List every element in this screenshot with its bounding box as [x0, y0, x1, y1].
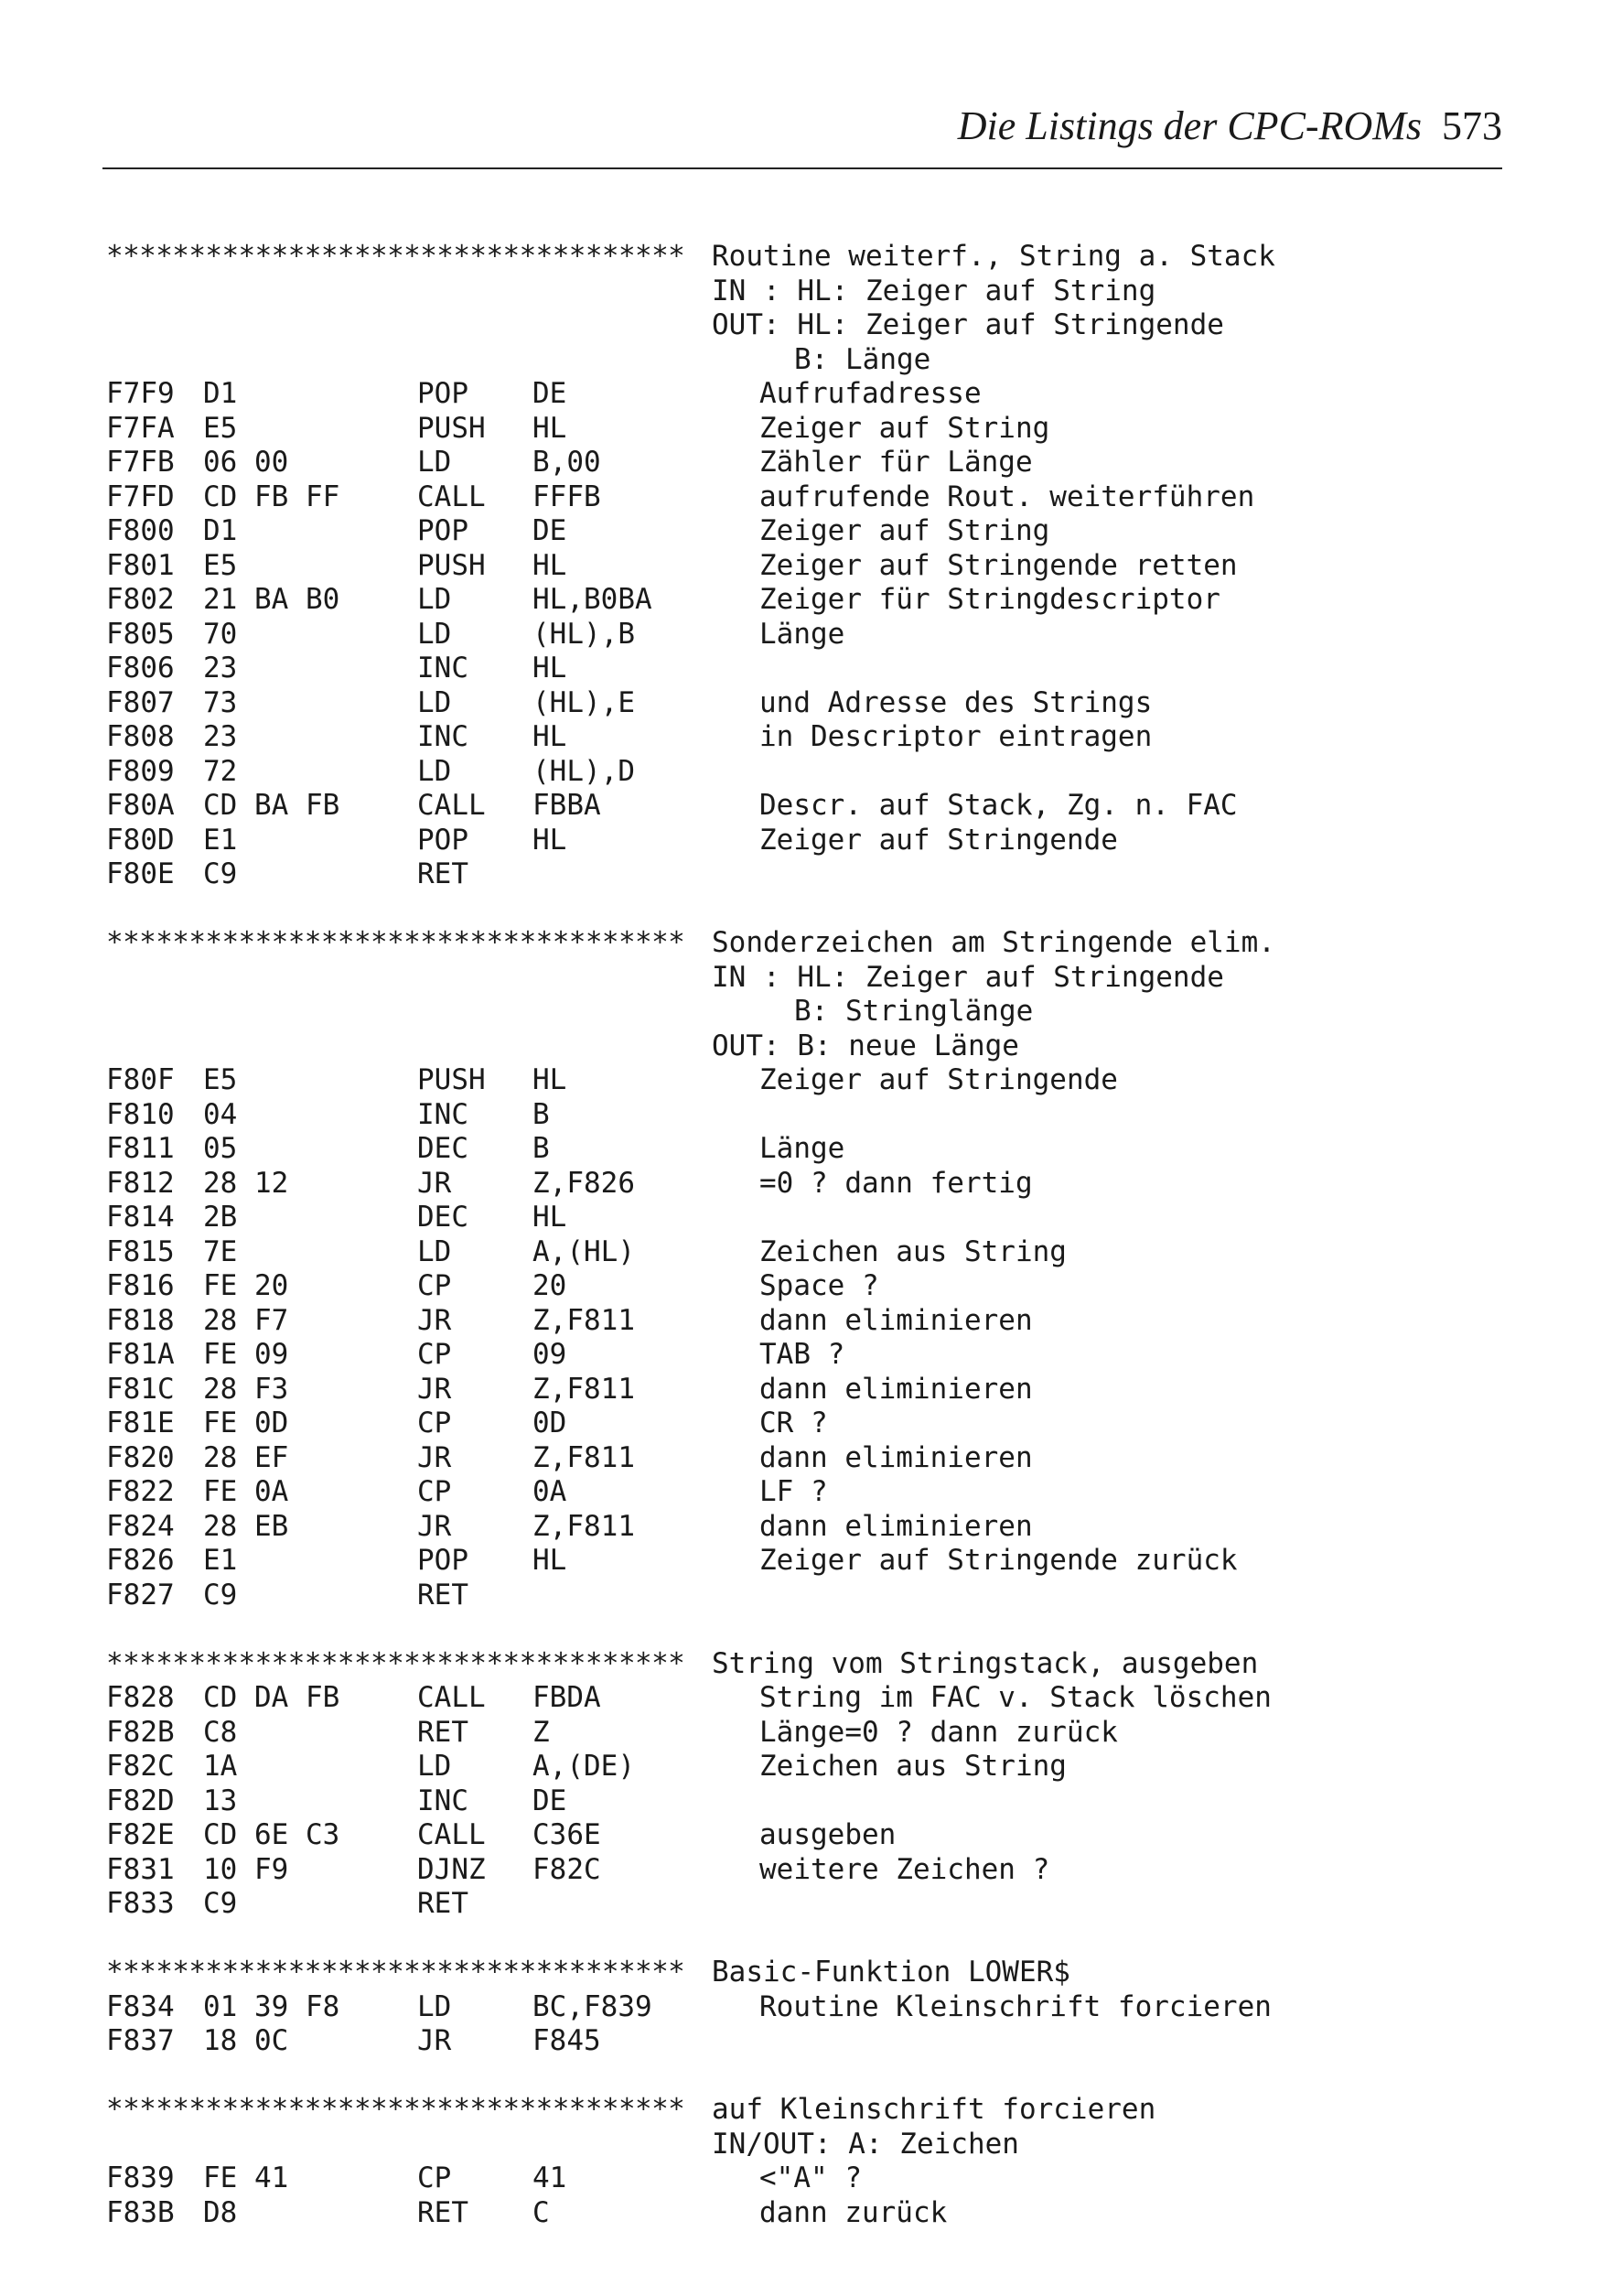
- io-description: OUT: B: neue Länge: [712, 1029, 1019, 1062]
- hex-bytes: 72: [203, 754, 238, 788]
- header-rule: [102, 167, 1502, 169]
- address: F82D: [106, 1784, 175, 1817]
- hex-bytes: C9: [203, 1578, 238, 1612]
- hex-bytes: FE 20: [203, 1269, 289, 1302]
- mnemonic: DEC: [417, 1132, 468, 1165]
- comment: Länge: [759, 617, 845, 651]
- comment: String im FAC v. Stack löschen: [759, 1681, 1272, 1714]
- address: F807: [106, 685, 175, 719]
- comment: Zeiger auf String: [759, 411, 1050, 445]
- operand: FBDA: [532, 1681, 601, 1714]
- comment: dann eliminieren: [759, 1303, 1033, 1337]
- mnemonic: LD: [417, 754, 452, 788]
- comment: Zeiger auf Stringende zurück: [759, 1544, 1238, 1577]
- hex-bytes: 01 39 F8: [203, 1989, 340, 2023]
- hex-bytes: 2B: [203, 1201, 238, 1234]
- hex-bytes: 23: [203, 720, 238, 753]
- comment: Zeichen aus String: [759, 1234, 1067, 1268]
- comment: Aufrufadresse: [759, 377, 982, 410]
- hex-bytes: C9: [203, 1887, 238, 1920]
- comment: in Descriptor eintragen: [759, 720, 1153, 753]
- address: F80E: [106, 857, 175, 890]
- routine-title: String vom Stringstack, ausgeben: [712, 1646, 1259, 1680]
- operand: HL: [532, 1544, 567, 1577]
- hex-bytes: 70: [203, 617, 238, 651]
- io-description: IN : HL: Zeiger auf Stringende: [712, 960, 1224, 994]
- comment: Zeiger auf Stringende: [759, 823, 1118, 857]
- hex-bytes: 7E: [203, 1234, 238, 1268]
- operand: 0D: [532, 1407, 567, 1439]
- comment: ausgeben: [759, 1818, 897, 1851]
- address: F80D: [106, 823, 175, 857]
- address: F811: [106, 1132, 175, 1165]
- hex-bytes: 10 F9: [203, 1852, 289, 1886]
- mnemonic: POP: [417, 823, 468, 857]
- mnemonic: RET: [417, 2195, 468, 2229]
- mnemonic: RET: [417, 1887, 468, 1920]
- address: F828: [106, 1681, 175, 1714]
- operand: HL: [532, 1201, 567, 1234]
- operand: DE: [532, 377, 567, 410]
- mnemonic: CALL: [417, 480, 486, 513]
- hex-bytes: 13: [203, 1784, 238, 1817]
- hex-bytes: 05: [203, 1132, 238, 1165]
- address: F81E: [106, 1407, 175, 1439]
- operand: 0A: [532, 1475, 567, 1508]
- hex-bytes: CD BA FB: [203, 789, 340, 822]
- address: F83B: [106, 2195, 175, 2229]
- address: F82B: [106, 1715, 175, 1749]
- mnemonic: POP: [417, 514, 468, 547]
- operand: HL,B0BA: [532, 583, 652, 616]
- operand: HL: [532, 652, 567, 684]
- comment: weitere Zeichen ?: [759, 1852, 1050, 1886]
- address: F81C: [106, 1372, 175, 1406]
- operand: B: [532, 1097, 550, 1131]
- separator-stars: ***********************************: [106, 240, 685, 273]
- mnemonic: JR: [417, 1303, 452, 1337]
- mnemonic: JR: [417, 2024, 452, 2057]
- hex-bytes: 18 0C: [203, 2024, 289, 2057]
- hex-bytes: CD DA FB: [203, 1681, 340, 1714]
- hex-bytes: D8: [203, 2195, 238, 2229]
- hex-bytes: CD 6E C3: [203, 1818, 340, 1851]
- hex-bytes: FE 0D: [203, 1407, 289, 1439]
- operand: F845: [532, 2024, 601, 2057]
- io-description: IN/OUT: A: Zeichen: [712, 2127, 1019, 2161]
- operand: B: [532, 1132, 550, 1165]
- separator-stars: ***********************************: [106, 2093, 685, 2126]
- mnemonic: CALL: [417, 789, 486, 822]
- hex-bytes: FE 41: [203, 2161, 289, 2194]
- operand: B,00: [532, 446, 601, 479]
- operand: HL: [532, 720, 567, 753]
- hex-bytes: E5: [203, 548, 238, 582]
- mnemonic: PUSH: [417, 1063, 486, 1096]
- mnemonic: JR: [417, 1509, 452, 1543]
- operand: HL: [532, 548, 567, 582]
- operand: Z: [532, 1715, 550, 1749]
- address: F806: [106, 652, 175, 684]
- comment: dann eliminieren: [759, 1440, 1033, 1474]
- mnemonic: LD: [417, 1750, 452, 1783]
- operand: A,(DE): [532, 1750, 635, 1783]
- operand: 09: [532, 1338, 567, 1371]
- address: F82E: [106, 1818, 175, 1851]
- operand: DE: [532, 1784, 567, 1817]
- address: F815: [106, 1234, 175, 1268]
- mnemonic: INC: [417, 652, 468, 684]
- io-description: B: Stringlänge: [794, 995, 1034, 1028]
- operand: HL: [532, 1063, 567, 1096]
- mnemonic: POP: [417, 1544, 468, 1577]
- hex-bytes: FE 0A: [203, 1475, 289, 1508]
- comment: dann eliminieren: [759, 1372, 1033, 1406]
- comment: Zeiger auf String: [759, 514, 1050, 547]
- mnemonic: CP: [417, 1269, 452, 1302]
- address: F822: [106, 1475, 175, 1508]
- address: F809: [106, 754, 175, 788]
- mnemonic: CALL: [417, 1681, 486, 1714]
- io-description: OUT: HL: Zeiger auf Stringende: [712, 308, 1224, 341]
- comment: LF ?: [759, 1475, 828, 1508]
- mnemonic: JR: [417, 1372, 452, 1406]
- mnemonic: PUSH: [417, 411, 486, 445]
- hex-bytes: 21 BA B0: [203, 583, 340, 616]
- page-header: [102, 102, 1502, 149]
- address: F7FA: [106, 411, 175, 445]
- address: F7F9: [106, 377, 175, 410]
- page-number: 573: [1442, 103, 1502, 148]
- address: F827: [106, 1578, 175, 1612]
- separator-stars: ***********************************: [106, 926, 685, 959]
- operand: 20: [532, 1269, 567, 1302]
- address: F800: [106, 514, 175, 547]
- operand: HL: [532, 411, 567, 445]
- routine-title: auf Kleinschrift forcieren: [712, 2093, 1156, 2126]
- mnemonic: INC: [417, 1784, 468, 1817]
- comment: Zeiger auf Stringende: [759, 1063, 1118, 1096]
- address: F816: [106, 1269, 175, 1302]
- hex-bytes: C9: [203, 857, 238, 890]
- operand: Z,F811: [532, 1509, 635, 1543]
- comment: Zeiger auf Stringende retten: [759, 548, 1238, 582]
- address: F80A: [106, 789, 175, 822]
- address: F82C: [106, 1750, 175, 1783]
- mnemonic: PUSH: [417, 548, 486, 582]
- mnemonic: CALL: [417, 1818, 486, 1851]
- mnemonic: LD: [417, 1234, 452, 1268]
- address: F834: [106, 1989, 175, 2023]
- hex-bytes: C8: [203, 1715, 238, 1749]
- operand: Z,F811: [532, 1440, 635, 1474]
- hex-bytes: 28 12: [203, 1166, 289, 1200]
- mnemonic: CP: [417, 2161, 452, 2194]
- operand: BC,F839: [532, 1989, 652, 2023]
- address: F810: [106, 1097, 175, 1131]
- running-title: Die Listings der CPC-ROMs: [957, 103, 1422, 148]
- operand: (HL),B: [532, 617, 635, 651]
- operand: DE: [532, 514, 567, 547]
- hex-bytes: 28 EF: [203, 1440, 289, 1474]
- routine-title: Sonderzeichen am Stringende elim.: [712, 926, 1275, 959]
- comment: Zeichen aus String: [759, 1750, 1067, 1783]
- comment: Zähler für Länge: [759, 446, 1033, 479]
- operand: C: [532, 2195, 550, 2229]
- hex-bytes: D1: [203, 377, 238, 410]
- operand: Z,F826: [532, 1166, 635, 1200]
- comment: CR ?: [759, 1407, 828, 1439]
- comment: dann eliminieren: [759, 1509, 1033, 1543]
- mnemonic: LD: [417, 685, 452, 719]
- comment: Länge=0 ? dann zurück: [759, 1715, 1118, 1749]
- operand: C36E: [532, 1818, 601, 1851]
- hex-bytes: 06 00: [203, 446, 289, 479]
- hex-bytes: E5: [203, 411, 238, 445]
- separator-stars: ***********************************: [106, 1956, 685, 1989]
- mnemonic: CP: [417, 1338, 452, 1371]
- mnemonic: LD: [417, 583, 452, 616]
- comment: Länge: [759, 1132, 845, 1165]
- address: F833: [106, 1887, 175, 1920]
- comment: Zeiger für Stringdescriptor: [759, 583, 1220, 616]
- comment: <"A" ?: [759, 2161, 862, 2194]
- address: F837: [106, 2024, 175, 2057]
- address: F814: [106, 1201, 175, 1234]
- hex-bytes: 28 EB: [203, 1509, 289, 1543]
- operand: HL: [532, 823, 567, 857]
- address: F831: [106, 1852, 175, 1886]
- comment: =0 ? dann fertig: [759, 1166, 1033, 1200]
- address: F820: [106, 1440, 175, 1474]
- operand: FBBA: [532, 789, 601, 822]
- mnemonic: LD: [417, 446, 452, 479]
- operand: A,(HL): [532, 1234, 635, 1268]
- routine-title: Basic-Funktion LOWER$: [712, 1956, 1070, 1989]
- hex-bytes: D1: [203, 514, 238, 547]
- mnemonic: RET: [417, 1715, 468, 1749]
- hex-bytes: 73: [203, 685, 238, 719]
- hex-bytes: CD FB FF: [203, 480, 340, 513]
- address: F7FD: [106, 480, 175, 513]
- operand: 41: [532, 2161, 567, 2194]
- hex-bytes: E1: [203, 1544, 238, 1577]
- separator-stars: ***********************************: [106, 1646, 685, 1680]
- comment: Space ?: [759, 1269, 879, 1302]
- address: F805: [106, 617, 175, 651]
- mnemonic: INC: [417, 720, 468, 753]
- operand: FFFB: [532, 480, 601, 513]
- comment: aufrufende Rout. weiterführen: [759, 480, 1255, 513]
- mnemonic: DEC: [417, 1201, 468, 1234]
- operand: Z,F811: [532, 1372, 635, 1406]
- address: F839: [106, 2161, 175, 2194]
- operand: Z,F811: [532, 1303, 635, 1337]
- comment: dann zurück: [759, 2195, 948, 2229]
- mnemonic: INC: [417, 1097, 468, 1131]
- operand: (HL),D: [532, 754, 635, 788]
- hex-bytes: 28 F7: [203, 1303, 289, 1337]
- mnemonic: POP: [417, 377, 468, 410]
- operand: F82C: [532, 1852, 601, 1886]
- address: F80F: [106, 1063, 175, 1096]
- hex-bytes: FE 09: [203, 1338, 289, 1371]
- hex-bytes: 1A: [203, 1750, 238, 1783]
- operand: (HL),E: [532, 685, 635, 719]
- mnemonic: LD: [417, 617, 452, 651]
- mnemonic: DJNZ: [417, 1852, 486, 1886]
- mnemonic: JR: [417, 1440, 452, 1474]
- comment: Descr. auf Stack, Zg. n. FAC: [759, 789, 1238, 822]
- io-description: IN : HL: Zeiger auf String: [712, 274, 1156, 307]
- address: F818: [106, 1303, 175, 1337]
- address: F7FB: [106, 446, 175, 479]
- io-description: B: Länge: [794, 342, 931, 376]
- comment: und Adresse des Strings: [759, 685, 1153, 719]
- hex-bytes: 28 F3: [203, 1372, 289, 1406]
- address: F81A: [106, 1338, 175, 1371]
- comment: Routine Kleinschrift forcieren: [759, 1989, 1272, 2023]
- mnemonic: RET: [417, 857, 468, 890]
- address: F812: [106, 1166, 175, 1200]
- address: F824: [106, 1509, 175, 1543]
- hex-bytes: E1: [203, 823, 238, 857]
- hex-bytes: 04: [203, 1097, 238, 1131]
- address: F801: [106, 548, 175, 582]
- mnemonic: CP: [417, 1475, 452, 1508]
- comment: TAB ?: [759, 1338, 845, 1371]
- routine-title: Routine weiterf., String a. Stack: [712, 240, 1275, 273]
- mnemonic: RET: [417, 1578, 468, 1612]
- mnemonic: CP: [417, 1407, 452, 1439]
- address: F826: [106, 1544, 175, 1577]
- hex-bytes: E5: [203, 1063, 238, 1096]
- address: F808: [106, 720, 175, 753]
- mnemonic: LD: [417, 1989, 452, 2023]
- address: F802: [106, 583, 175, 616]
- hex-bytes: 23: [203, 652, 238, 684]
- mnemonic: JR: [417, 1166, 452, 1200]
